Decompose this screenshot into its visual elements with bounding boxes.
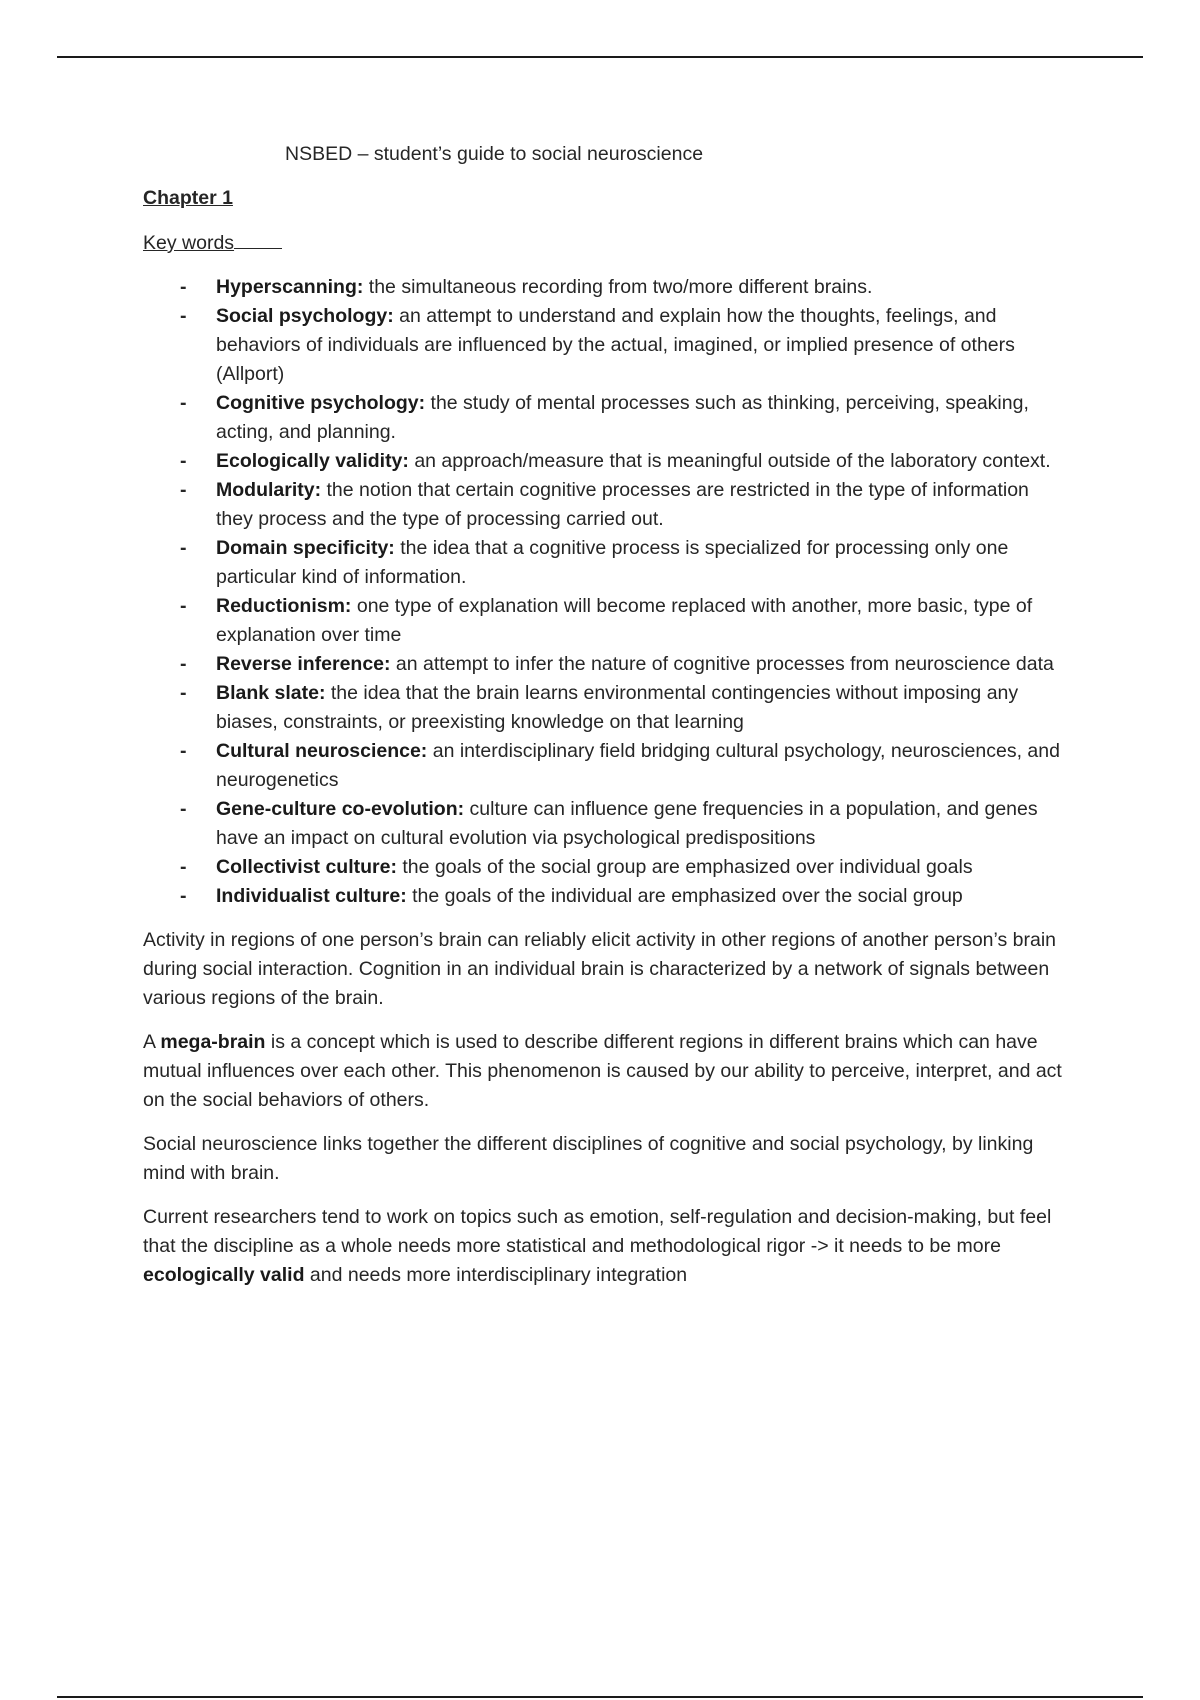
document-body xyxy=(143,140,1063,1305)
document-title: NSBED – student’s guide to social neuroscience xyxy=(285,143,704,165)
list-item xyxy=(143,853,1063,882)
term-definition: the goals of the social group are emphasized over individual goals xyxy=(396,856,973,878)
term-label: Collectivist culture: xyxy=(216,856,397,878)
term-label: Modularity: xyxy=(216,479,322,501)
term-label: Ecologically validity: xyxy=(216,450,409,472)
list-dash: - xyxy=(180,885,187,907)
list-item xyxy=(143,447,1063,476)
term-definition: an interdisciplinary field bridging cultural psychology, neurosciences, and neurogenetics xyxy=(216,740,1060,791)
term-definition: the goals of the individual are emphasized over the social group xyxy=(406,885,963,907)
list-item xyxy=(143,679,1063,737)
paragraph-current-research xyxy=(143,1203,1063,1290)
term-definition: the idea that the brain learns environmental contingencies without imposing any biases, constraints, or preexisting knowledge on that learning xyxy=(216,682,1019,733)
term-label: Individualist culture: xyxy=(216,885,407,907)
paragraph-text: Current researchers tend to work on topics such as emotion, self-regulation and decision-making, but feel that the discipline as a whole needs more statistical and methodological rigor -> it needs to be more xyxy=(143,1206,1052,1257)
term-label: Reverse inference: xyxy=(216,653,391,675)
term-label: Blank slate: xyxy=(216,682,326,704)
chapter-heading: Chapter 1 xyxy=(143,187,233,209)
top-rule xyxy=(57,56,1143,58)
list-dash: - xyxy=(180,653,187,675)
list-item xyxy=(143,534,1063,592)
term-definition: an approach/measure that is meaningful outside of the laboratory context. xyxy=(408,450,1051,472)
list-item xyxy=(143,795,1063,853)
keywords-heading-label: Key words xyxy=(143,232,235,254)
paragraph-text: and needs more interdisciplinary integration xyxy=(304,1264,688,1286)
list-item xyxy=(143,592,1063,650)
term-definition: the study of mental processes such as thinking, perceiving, speaking, acting, and planning. xyxy=(216,392,1029,443)
list-dash: - xyxy=(180,276,187,298)
list-item xyxy=(143,273,1063,302)
term-label: Cognitive psychology: xyxy=(216,392,426,414)
term-definition: an attempt to understand and explain how the thoughts, feelings, and behaviors of individuals are influenced by the actual, imagined, or implied presence of others (Allport) xyxy=(216,305,1015,385)
list-item xyxy=(143,476,1063,534)
keyword-list xyxy=(143,273,1063,911)
list-dash: - xyxy=(180,537,187,559)
list-dash: - xyxy=(180,682,187,704)
bold-term: mega-brain xyxy=(160,1031,266,1053)
list-item xyxy=(143,737,1063,795)
term-label: Domain specificity: xyxy=(216,537,395,559)
list-dash: - xyxy=(180,595,187,617)
keywords-heading xyxy=(143,228,1063,258)
list-dash: - xyxy=(180,740,187,762)
term-label: Hyperscanning: xyxy=(216,276,364,298)
term-label: Reductionism: xyxy=(216,595,352,617)
list-dash: - xyxy=(180,798,187,820)
list-item xyxy=(143,650,1063,679)
term-definition: the notion that certain cognitive processes are restricted in the type of information they process and the type of processing carried out. xyxy=(216,479,1029,530)
term-definition: one type of explanation will become replaced with another, more basic, type of explanation over time xyxy=(216,595,1033,646)
term-label: Gene-culture co-evolution: xyxy=(216,798,465,820)
paragraph-text: A xyxy=(143,1031,161,1053)
paragraph-mega-brain xyxy=(143,1028,1063,1115)
term-definition: culture can influence gene frequencies in a population, and genes have an impact on cultural evolution via psychological predispositions xyxy=(216,798,1038,849)
term-definition: an attempt to infer the nature of cognitive processes from neuroscience data xyxy=(390,653,1054,675)
list-dash: - xyxy=(180,450,187,472)
list-item xyxy=(143,302,1063,389)
list-dash: - xyxy=(180,305,187,327)
list-dash: - xyxy=(180,856,187,878)
term-label: Social psychology: xyxy=(216,305,394,327)
term-definition: the simultaneous recording from two/more different brains. xyxy=(363,276,873,298)
paragraph-brain-activity: Activity in regions of one person’s brain can reliably elicit activity in other regions of another person’s brain during social interaction. Cognition in an individual brain is characterized by a network of signals between various regions of the brain. xyxy=(143,929,1057,1009)
term-definition: the idea that a cognitive process is specialized for processing only one particular kind of information. xyxy=(216,537,1009,588)
bold-term: ecologically valid xyxy=(143,1264,305,1286)
list-dash: - xyxy=(180,479,187,501)
list-dash: - xyxy=(180,392,187,414)
list-item xyxy=(143,389,1063,447)
paragraph-text: is a concept which is used to describe different regions in different brains which can have mutual influences over each other. This phenomenon is caused by our ability to perceive, interpret, and act on the social behaviors of others. xyxy=(143,1031,1062,1111)
paragraph-social-neuroscience: Social neuroscience links together the different disciplines of cognitive and social psychology, by linking mind with brain. xyxy=(143,1133,1034,1184)
list-item xyxy=(143,882,1063,911)
term-label: Cultural neuroscience: xyxy=(216,740,428,762)
bottom-rule xyxy=(57,1696,1143,1698)
